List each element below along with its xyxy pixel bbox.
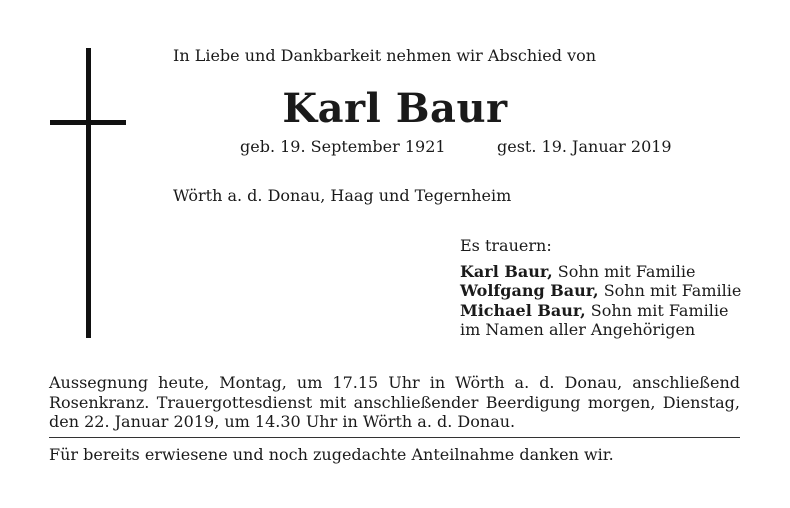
mourner-entry [460, 262, 741, 282]
service-details: Aussegnung heute, Montag, um 17.15 Uhr in Wörth a. d. Donau, anschließend Rosenkranz. Trauergottesdienst mit anschließender Beerdigung morgen, Dienstag, den 22. Januar 2019, um 14.30 Uhr in Wörth a. d. Donau. [49, 373, 740, 432]
mourners-heading: Es trauern: [460, 236, 552, 255]
mourner-name: Michael Baur, [460, 300, 586, 320]
deceased-name: Karl Baur [282, 85, 508, 132]
divider [49, 437, 740, 438]
places-text: Wörth a. d. Donau, Haag und Tegernheim [173, 186, 512, 205]
death-date: gest. 19. Januar 2019 [497, 137, 672, 156]
mourner-name: Wolfgang Baur, [460, 281, 599, 300]
mourner-name: Karl Baur, [460, 261, 553, 281]
mourner-relation: Sohn mit Familie [585, 300, 729, 320]
mourners-block [460, 236, 741, 340]
birth-date: geb. 19. September 1921 [240, 137, 446, 156]
thanks-text: Für bereits erwiesene und noch zugedachte Anteilnahme danken wir. [49, 445, 614, 464]
mourner-relation: Sohn mit Familie [552, 261, 696, 281]
mourners-closing: im Namen aller Angehörigen [460, 320, 696, 339]
intro-text: In Liebe und Dankbarkeit nehmen wir Abschied von [173, 46, 597, 65]
mourner-relation: Sohn mit Familie [598, 281, 742, 300]
mourner-entry [460, 301, 741, 321]
mourner-entry [460, 281, 741, 301]
